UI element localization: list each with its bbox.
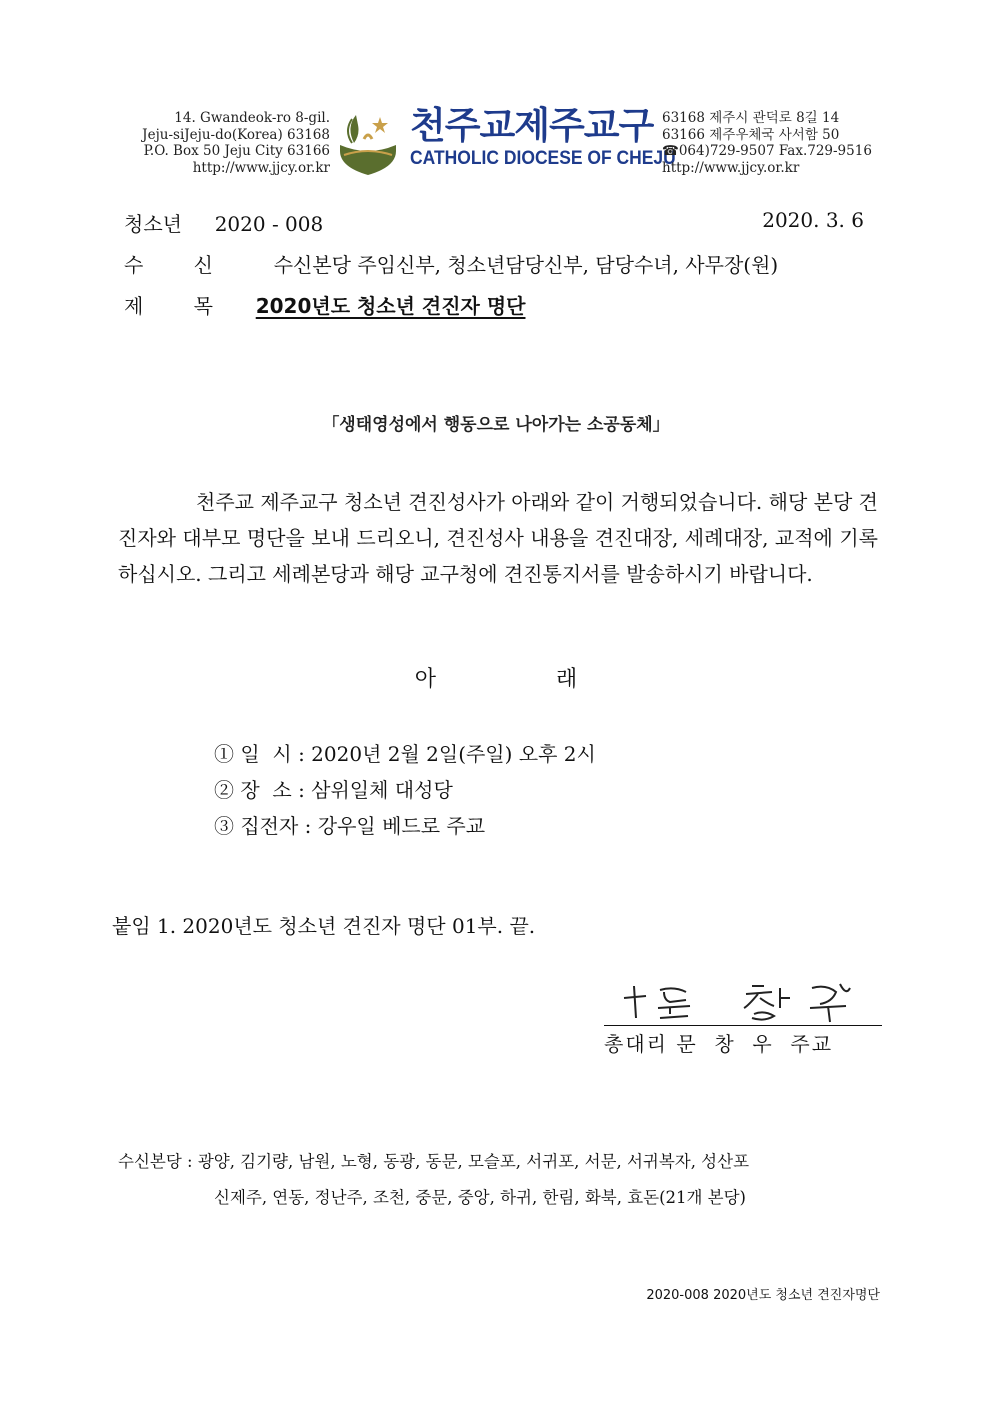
- recipients-line-2: 신제주, 연동, 정난주, 조천, 중문, 중앙, 하귀, 한림, 화북, 효돈(21개 본당): [214, 1188, 746, 1207]
- detail-item: ② 장 소 : 삼위일체 대성당: [214, 778, 453, 802]
- address-ko-line: 63166 제주우체국 사서함 50: [662, 126, 840, 143]
- section-heading: [0, 662, 992, 693]
- address-en-line: Jeju-siJeju-do(Korea) 63168: [142, 126, 330, 143]
- subject-value: 2020년도 청소년 견진자 명단: [255, 294, 526, 318]
- doc-date: 2020. 3. 6: [762, 208, 864, 232]
- brand-name-korean: 천주교제주교구: [410, 104, 654, 147]
- heading-char: 아: [414, 667, 436, 692]
- address-ko-line: ☎064)729-9507 Fax.729-9516: [662, 143, 872, 159]
- address-ko-line: 63168 제주시 관덕로 8길 14: [662, 110, 840, 126]
- doc-subject-row: [124, 290, 525, 319]
- diocese-logo: [334, 105, 402, 177]
- attachment-line: 붙임 1. 2020년도 청소년 견진자 명단 01부. 끝.: [112, 914, 536, 938]
- website-link[interactable]: http://www.jjcy.or.kr: [192, 159, 330, 176]
- address-en-line: 14. Gwandeok-ro 8-gil.: [174, 110, 330, 126]
- recipient-label: 수 신: [124, 253, 235, 277]
- slogan: 「생태영성에서 행동으로 나아가는 소공동체」: [322, 415, 670, 435]
- recipients-label: 수신본당 :: [118, 1152, 193, 1171]
- recipients-line-1: [118, 1148, 749, 1172]
- recipient-value: 수신본당 주임신부, 청소년담당신부, 담당수녀, 사무장(원): [273, 253, 779, 277]
- recipients-list: 광양, 김기량, 남원, 노형, 동광, 동문, 모슬포, 서귀포, 서문, 서귀복자, 성산포: [197, 1152, 750, 1171]
- website-link[interactable]: http://www.jjcy.or.kr: [662, 159, 800, 176]
- detail-item: ③ 집전자 : 강우일 베드로 주교: [214, 814, 486, 838]
- body-paragraph: [118, 484, 878, 592]
- letterhead-address-korean: [662, 110, 872, 176]
- signature-divider: [604, 1025, 882, 1026]
- brand-name-english: CATHOLIC DIOCESE OF CHEJU: [410, 148, 676, 169]
- doc-recipient-row: [124, 249, 778, 278]
- doc-number: [124, 208, 323, 237]
- doc-number-value: 2020 - 008: [214, 212, 324, 236]
- brand-block: [410, 104, 699, 170]
- document-footer: 2020-008 2020년도 청소년 견진자명단: [646, 1288, 880, 1303]
- body-text: 천주교 제주교구 청소년 견진성사가 아래와 같이 거행되었습니다. 해당 본당 견진자와 대부모 명단을 보내 드리오니, 견진성사 내용을 견진대장, 세례대장, 교적에 기록하십시오. 그리고 세례본당과 해당 교구청에 견진통지서를 발송하시기 바랍니다.: [118, 490, 878, 586]
- address-en-line: P.O. Box 50 Jeju City 63166: [143, 143, 330, 159]
- subject-label: 제 목: [124, 294, 235, 318]
- heading-char: 래: [556, 667, 578, 692]
- handwritten-signature: [614, 978, 882, 1026]
- detail-item: ① 일 시 : 2020년 2월 2일(주일) 오후 2시: [214, 742, 596, 766]
- letterhead-address-english: [118, 110, 330, 176]
- event-details: [214, 736, 596, 844]
- signer-title: 총대리 문 창 우 주교: [604, 1032, 834, 1056]
- doc-number-label: 청소년: [124, 212, 182, 236]
